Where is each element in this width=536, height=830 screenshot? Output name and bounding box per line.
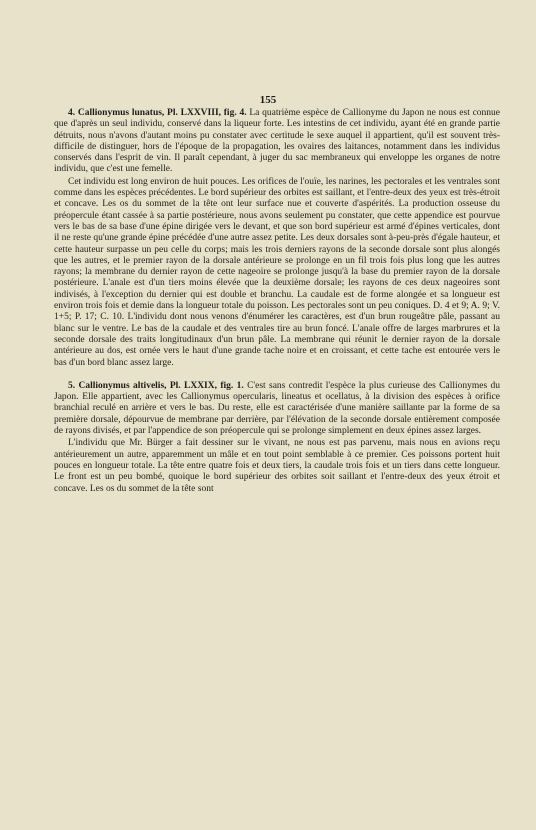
paragraph-species-5-intro bbox=[54, 381, 500, 437]
page-number: 155 bbox=[259, 94, 277, 106]
paragraph-text: C'est sans contredit l'espèce la plus curieuse des Callionymes du Japon. Elle appartient, avec les Callionymus opercularis, lineatus et ocellatus, à la division des espèces à orifice branchial reculé en arrière et vers le bas. Du reste, elle est caractérisée d'une manière saillante par la forme de sa première dorsale, dépourvue de membrane par derrière, par l'élévation de la seconde dorsale entièrement composée de rayons divisés, et par l'appendice de son préopercule qui se prolonge simplement en deux épines assez larges. bbox=[54, 380, 501, 437]
species-heading-altivelis: 5. Callionymus altivelis, Pl. LXXIX, fig. 1. bbox=[68, 380, 244, 391]
species-heading-lunatus: 4. Callionymus lunatus, Pl. LXXVIII, fig. 4. bbox=[68, 108, 247, 118]
paragraph-species-4-intro bbox=[54, 108, 500, 176]
paragraph-species-5-description: L'individu que Mr. Bürger a fait dessiner sur le vivant, ne nous est pas parvenu, mais nous en avions reçu antérieurement un autre, apparemment un mâle et en tout point semblable à ce premier. Ces poissons portent huit pouces en longueur totale. La tête entre quatre fois et deux tiers, la caudale trois fois et un tiers dans cette longueur. Le front est un peu bombé, quoique le bord supérieur des orbites soit saillant et l'entre-deux des yeux étroit et concave. Les os du sommet de la tête sont bbox=[54, 438, 500, 494]
paragraph-text: La quatrième espèce de Callionyme du Japon ne nous est connue que d'après un seul individu, conservé dans la liqueur forte. Les intestins de cet individu, ayant été en grande partie détruits, nous n'avons d'autant moins pu constater avec certitude le sexe auquel il appartient, qu'il est souvent très-difficile de distinguer, hors de l'époque de la propagation, les ovaires des laitances, notamment dans les individus conservés dans l'esprit de vin. Il paraît cependant, à juger du sac membraneux qui enveloppe les organes de notre individu, que c'est une femelle. bbox=[54, 108, 501, 175]
paragraph-species-4-description: Cet individu est long environ de huit pouces. Les orifices de l'ouïe, les narines, les pectorales et les ventrales sont comme dans les espèces précédentes. Le bord supérieur des orbites est saillant, et l'entre-deux des yeux est très-étroit et concave. Les os du sommet de la tête ont leur surface nue et couverte d'aspérités. La production osseuse du préopercule étant cassée à sa partie postérieure, nous avons seulement pu constater, que cette appendice est pourvue vers le bas de sa base d'une épine dirigée vers le devant, et que son bord supérieur est armé d'épines verticales, dont il ne reste qu'une grande épine précédée d'une autre assez petite. Les deux dorsales sont à-peu-près d'égale hauteur, et cette hauteur surpasse un peu celle du corps; mais les trois derniers rayons de la seconde dorsale sont plus alongés que les autres, et le premier rayon de la dorsale antérieure se prolonge en un fil trois fois plus long que les autres rayons; la membrane du dernier rayon de cette nageoire se prolonge jusqu'à la base du premier rayon de la dorsale postérieure. L'anale est d'un tiers moins élevée que la deuxième dorsale; les rayons de ces deux nageoires sont indivisés, à l'exception du dernier qui est double et branchu. La caudale est de forme alongée et sa longueur est environ trois fois et demie dans la longueur totale du poisson. Les pectorales sont un peu coniques. D. 4 et 9; A. 9; V. 1+5; P. 17; C. 10. L'individu dont nous venons d'énumérer les caractères, est d'un brun rougeâtre pâle, passant au blanc sur le ventre. Le bas de la caudale et des ventrales tire au brun foncé. L'anale offre de larges marbrures et la seconde dorsale des traits longitudinaux d'un brun pâle. La membrane qui réunit le dernier rayon de la dorsale antérieure au dos, est ornée vers le haut d'une grande tache noire et en croissant, et cette tache est entourée vers le bas d'un bord blanc assez large. bbox=[54, 176, 500, 368]
page-text bbox=[54, 108, 500, 495]
